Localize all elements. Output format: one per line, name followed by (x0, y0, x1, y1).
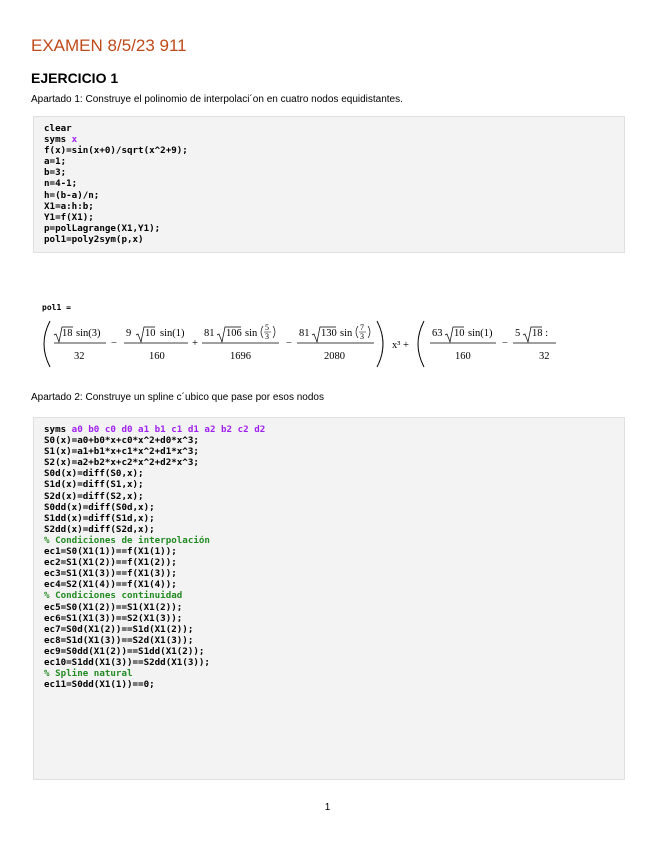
code-line (44, 590, 624, 601)
code-comment: % Condiciones de interpolación (44, 534, 210, 546)
left-paren (44, 321, 50, 367)
code-symbol: a0 b0 c0 d0 a1 b1 c1 d1 a2 b2 c2 d2 (71, 424, 266, 435)
t5-den: 160 (455, 351, 471, 362)
code-line (44, 201, 624, 212)
code-line (44, 679, 624, 690)
code-text: ec2=S1(X1(2))==f(X1(2)); (44, 557, 177, 569)
code-text: ec9=S0dd(X1(2))==S1dd(X1(2)); (44, 645, 205, 657)
section-heading: EJERCICIO 1 (31, 70, 119, 86)
code-line (44, 668, 624, 679)
t2-coef: 9 (126, 328, 132, 339)
code-text: b=3; (44, 167, 67, 179)
code-text: syms (44, 424, 72, 435)
code-line (44, 557, 624, 568)
code-line (44, 657, 624, 668)
code-text: ec7=S0d(X1(2))==S1d(X1(2)); (44, 623, 194, 635)
polynomial-formula (36, 318, 636, 370)
code-line (44, 579, 624, 590)
t3-den: 1696 (230, 351, 251, 362)
code-line (44, 535, 624, 546)
code-text: S1dd(x)=diff(S1d,x); (44, 512, 155, 524)
op-2: + (192, 338, 198, 349)
apartado-1-text: Apartado 1: Construye el polinomio de interpolaci´on en cuatro nodos equidistantes. (31, 94, 403, 105)
code-text: p=polLagrange(X1,Y1); (44, 222, 161, 234)
document-title: EXAMEN 8/5/23 911 (31, 36, 187, 55)
code-line (44, 178, 624, 189)
code-text: S1d(x)=diff(S1,x); (44, 479, 144, 491)
right-paren (377, 321, 383, 367)
term-5 (430, 327, 496, 362)
code-line (44, 613, 624, 624)
code-text: S1(x)=a1+b1*x+c1*x^2+d1*x^3; (44, 446, 199, 458)
t2-den: 160 (149, 351, 165, 362)
code-line (44, 446, 624, 457)
t3-func: sin (245, 328, 258, 339)
term-6 (513, 327, 556, 362)
code-line (44, 435, 624, 446)
term-1 (54, 327, 106, 362)
left-paren-2 (418, 321, 424, 367)
t6-coef: 5 (515, 328, 521, 339)
code-text: S0dd(x)=diff(S0d,x); (44, 501, 155, 513)
code-text: Y1=f(X1); (44, 211, 94, 223)
code-line (44, 568, 624, 579)
code-line (44, 513, 624, 524)
term-2 (124, 327, 188, 362)
power-term: x³ + (392, 340, 409, 351)
t1-den: 32 (74, 351, 85, 362)
op-3: − (286, 338, 292, 349)
code-line (44, 212, 624, 223)
code-block-1 (33, 116, 625, 253)
t5-radicand: 10 (454, 328, 465, 339)
code-text: ec5=S0(X1(2))==S1(X1(2)); (44, 601, 183, 613)
code-text: S0(x)=a0+b0*x+c0*x^2+d0*x^3; (44, 435, 199, 447)
code-block-2 (33, 417, 625, 780)
op-5: − (502, 338, 508, 349)
code-line (44, 602, 624, 613)
code-line (44, 491, 624, 502)
code-text: S2(x)=a2+b2*x+c2*x^2+d2*x^3; (44, 457, 199, 469)
code-line (44, 424, 624, 435)
code-comment: % Spline natural (44, 668, 133, 680)
t6-den: 32 (539, 351, 550, 362)
term-3 (202, 323, 279, 362)
t1-radicand: 18 (62, 328, 73, 339)
code-line (44, 524, 624, 535)
code-comment: % Condiciones continuidad (44, 590, 183, 602)
t5-coef: 63 (432, 328, 443, 339)
t5-func: sin(1) (468, 328, 493, 339)
term-4 (297, 323, 374, 362)
code-text: ec4=S2(X1(4))==f(X1(4)); (44, 579, 177, 591)
code-line (44, 479, 624, 490)
code-text: f(x)=sin(x+0)/sqrt(x^2+9); (44, 145, 188, 157)
t6-radicand: 18 : (532, 328, 549, 339)
t3-coef: 81 (204, 328, 215, 339)
code-line (44, 167, 624, 178)
t4-coef: 81 (299, 328, 310, 339)
t2-radicand: 10 (145, 328, 156, 339)
code-text: ec10=S1dd(X1(3))==S2dd(X1(3)); (44, 656, 210, 668)
code-line (44, 134, 624, 145)
code-line (44, 635, 624, 646)
code-line (44, 546, 624, 557)
code-line (44, 468, 624, 479)
t2-func: sin(1) (160, 328, 185, 339)
code-line (44, 646, 624, 657)
code-text: S2d(x)=diff(S2,x); (44, 490, 144, 502)
apartado-2-text: Apartado 2: Construye un spline c´ubico que pase por esos nodos (31, 392, 324, 403)
code-text: clear (44, 123, 72, 134)
code-text: h=(b-a)/n; (44, 189, 100, 201)
code-text: pol1=poly2sym(p,x) (44, 233, 144, 245)
t3-frac-den: 3 (265, 332, 269, 341)
code-text: a=1; (44, 156, 67, 168)
t3-frac-num: 5 (265, 323, 269, 332)
page-number: 1 (324, 802, 331, 813)
code-line (44, 457, 624, 468)
t4-den: 2080 (324, 351, 345, 362)
code-line (44, 123, 624, 134)
code-line (44, 223, 624, 234)
code-text: syms (44, 134, 72, 146)
code-line (44, 502, 624, 513)
code-text: X1=a:h:b; (44, 200, 94, 212)
code-line (44, 156, 624, 167)
t4-radicand: 130 (321, 328, 337, 339)
code-text: ec1=S0(X1(1))==f(X1(1)); (44, 546, 177, 558)
code-text: ec3=S1(X1(3))==f(X1(3)); (44, 568, 177, 580)
code-symbol: x (71, 134, 78, 146)
code-text: ec6=S1(X1(3))==S2(X1(3)); (44, 612, 183, 624)
code-line (44, 234, 624, 245)
code-text: S0d(x)=diff(S0,x); (44, 468, 144, 480)
code-line (44, 190, 624, 201)
code-text: ec11=S0dd(X1(1))==0; (44, 679, 155, 691)
code-text: S2dd(x)=diff(S2d,x); (44, 523, 155, 535)
t4-func: sin (340, 328, 353, 339)
output-label: pol1 = (42, 303, 71, 312)
code-line (44, 145, 624, 156)
t4-frac-num: 7 (360, 323, 364, 332)
op-1: − (111, 338, 117, 349)
code-text: ec8=S1d(X1(3))==S2d(X1(3)); (44, 634, 194, 646)
code-line (44, 624, 624, 635)
t3-radicand: 106 (226, 328, 242, 339)
code-text: n=4-1; (44, 178, 78, 190)
t1-func: sin(3) (76, 328, 101, 339)
t4-frac-den: 3 (360, 332, 364, 341)
